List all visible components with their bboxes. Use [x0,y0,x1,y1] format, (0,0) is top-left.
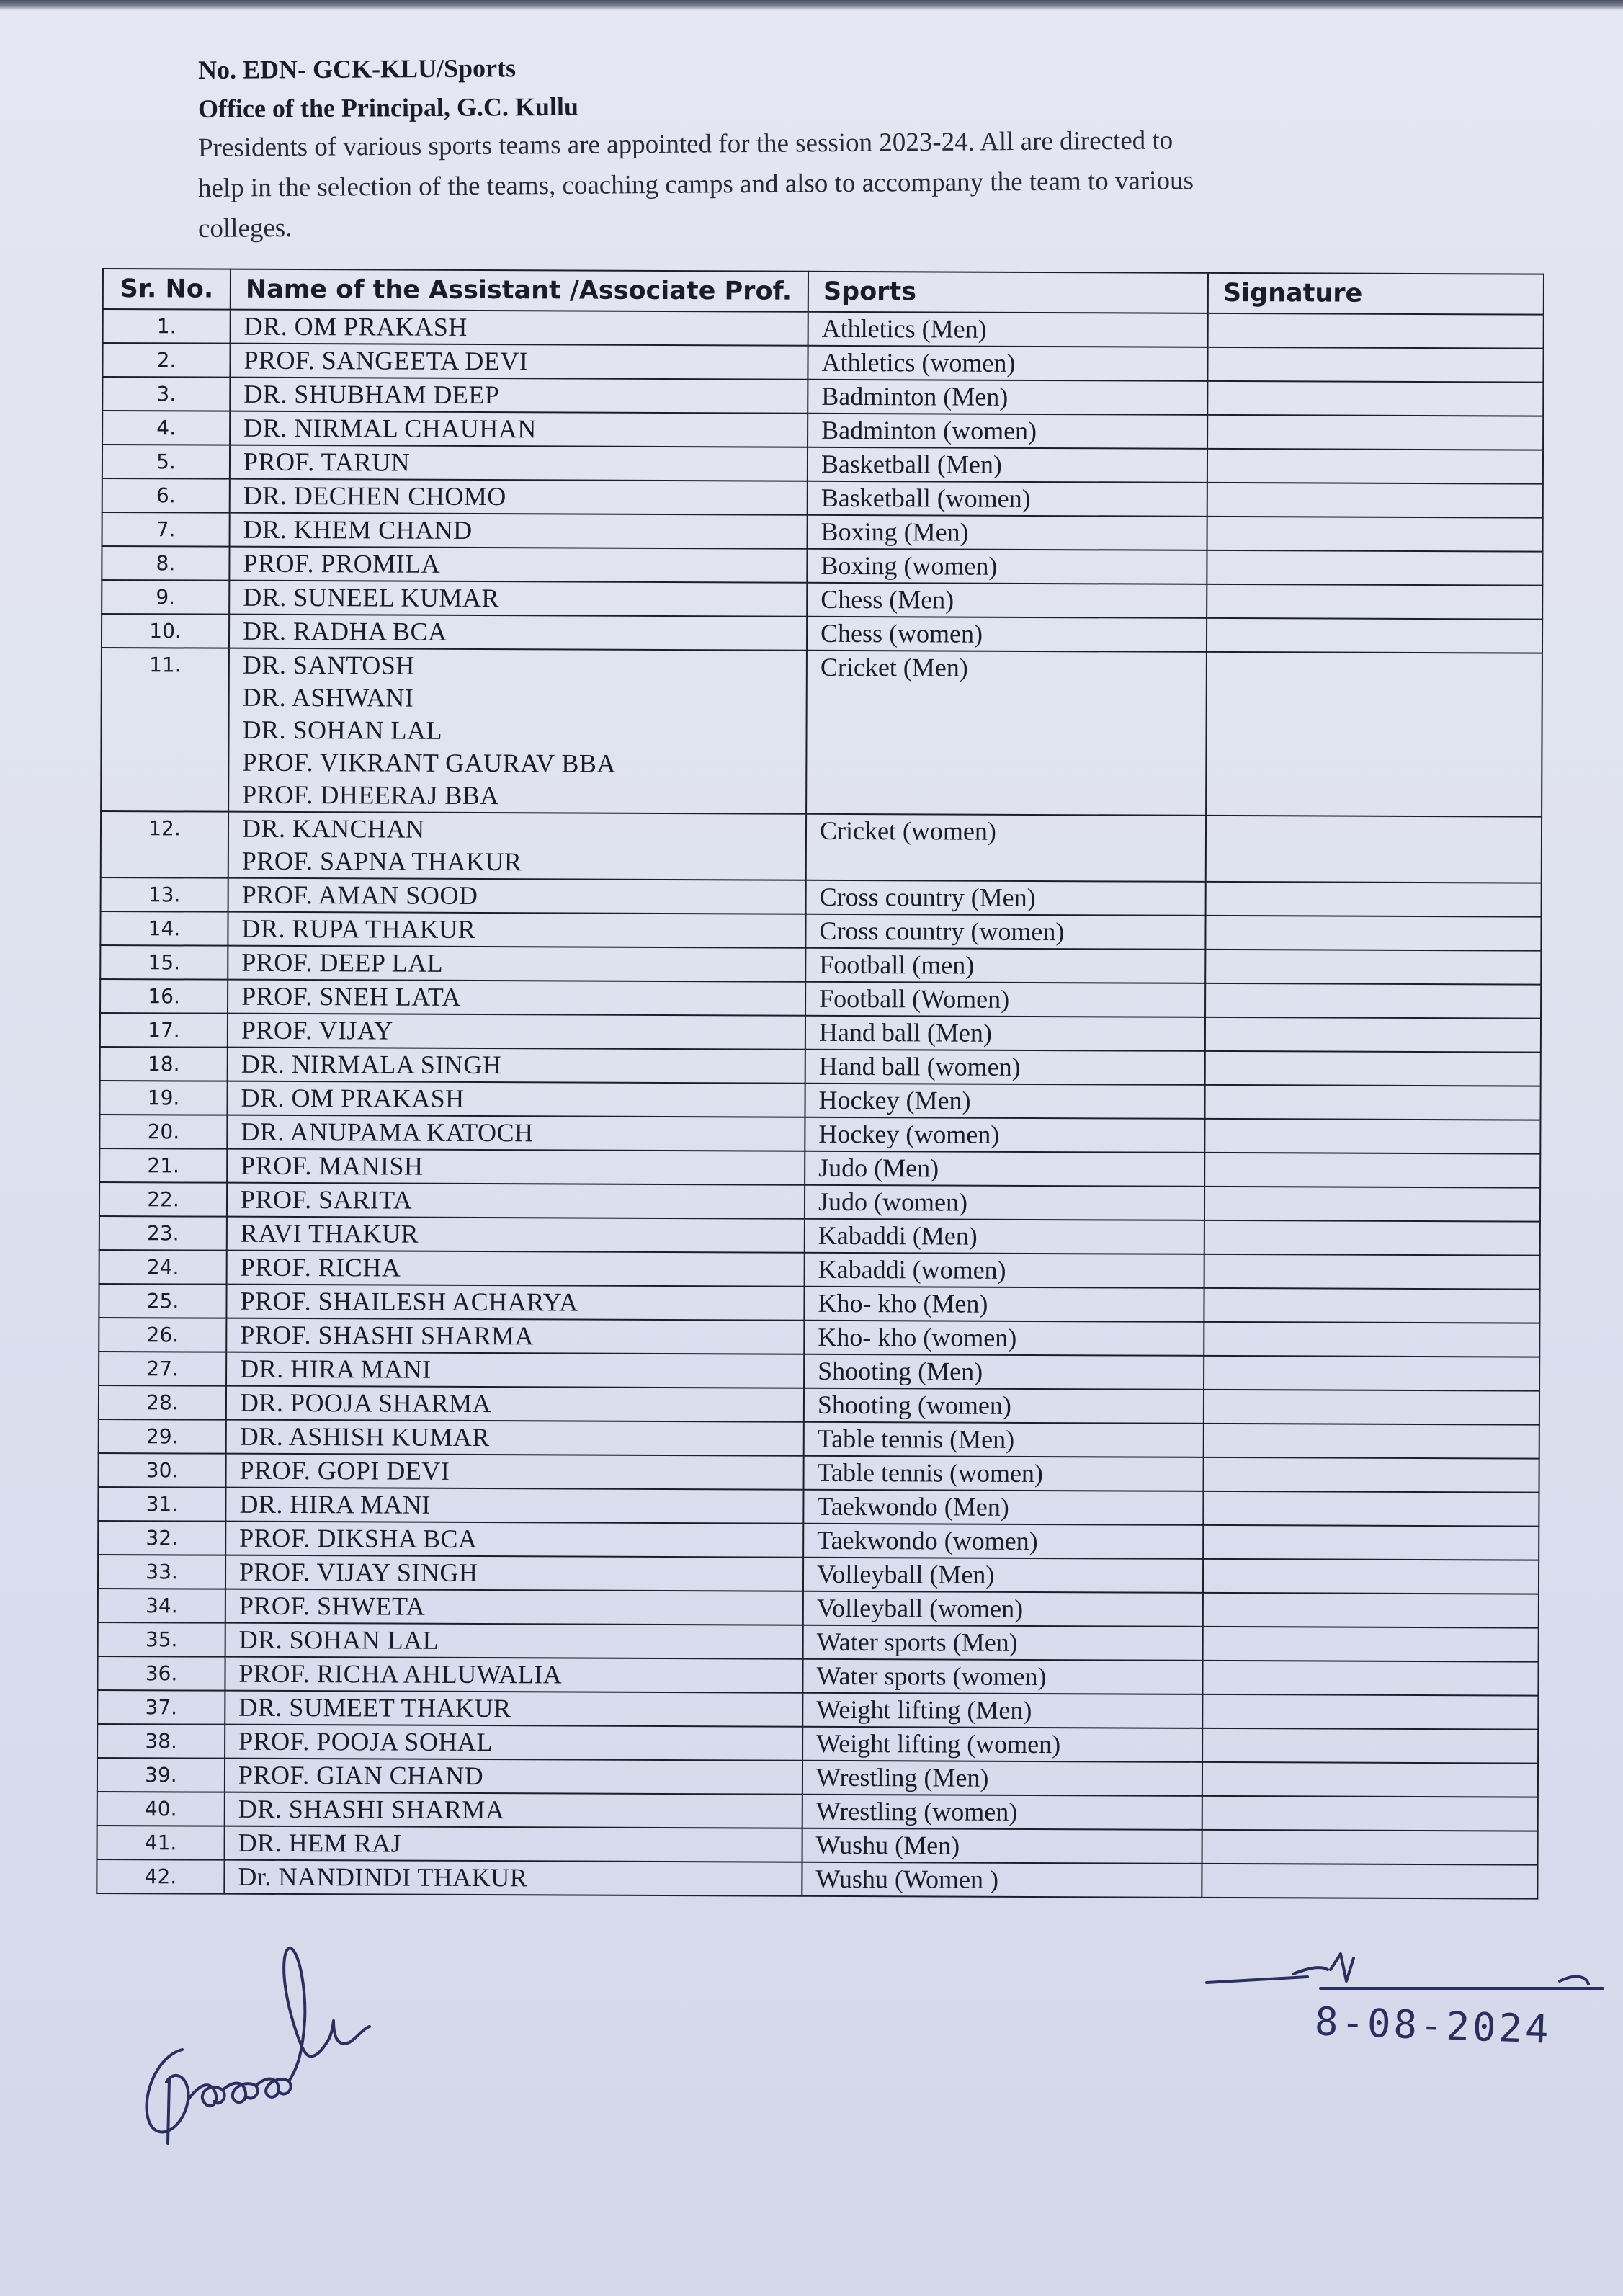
serial-number-cell: 3. [102,377,230,411]
table-row [102,377,1543,416]
sport-cell: Wushu (Women ) [802,1862,1202,1898]
serial-number-cell: 26. [99,1318,226,1352]
sport-cell: Hand ball (women) [805,1050,1205,1085]
professor-name: DR. HIRA MANI [239,1489,432,1519]
professor-name: DR. RUPA THAKUR [241,914,476,944]
professor-name-cell [224,1860,802,1896]
table-row [99,1081,1540,1120]
table-row [99,1352,1539,1391]
professor-name-cell [225,1691,802,1727]
professor-name-cell [226,1352,804,1388]
signature-cell [1205,950,1541,985]
intro-line-2: help in the selection of the teams, coaching camps and also to accompany the team to various [197,166,1194,203]
sport-cell: Football (Women) [805,982,1205,1017]
sport-cell: Athletics (Men) [808,312,1208,347]
signature-cell [1206,652,1542,817]
sports-presidents-table [96,268,1543,1900]
professor-name: DR. SUNEEL KUMAR [243,582,500,613]
table-row [102,512,1543,552]
sport-cell: Cricket (Men) [806,651,1207,816]
serial-number-cell: 1. [103,309,231,344]
serial-number-cell: 8. [102,546,229,581]
sport-cell: Weight lifting (women) [802,1727,1202,1762]
table-row [99,1419,1539,1459]
serial-number-cell: 33. [98,1555,225,1589]
signature-cell [1204,1085,1540,1120]
professor-name: DR. SHASHI SHARMA [238,1794,505,1825]
serial-number-cell: 9. [102,580,229,615]
sport-cell: Volleyball (women) [803,1591,1203,1627]
serial-number-cell: 14. [100,911,228,946]
professor-name: PROF. VIKRANT GAURAV BBA [242,747,617,778]
sport-cell: Water sports (Men) [803,1625,1203,1661]
table-row [99,1385,1539,1425]
professor-name: DR. ASHISH KUMAR [239,1421,490,1452]
professor-name: PROF. RICHA [240,1252,401,1282]
table-row [101,648,1542,817]
sport-cell: Hockey (women) [805,1117,1204,1153]
signature-cell [1207,584,1542,620]
serial-number-cell: 25. [99,1284,226,1318]
professor-name-cell [228,1048,805,1084]
table-row [97,1758,1538,1797]
professor-name: PROF. SARITA [240,1184,413,1215]
signature-cell [1207,449,1543,484]
table-row [97,1859,1537,1899]
professor-name-cell [228,912,805,948]
signature-cell [1203,1559,1539,1594]
table-row [102,411,1543,450]
signature-cell [1204,1424,1539,1459]
signature-cell [1202,1694,1538,1730]
sport-cell: Taekwondo (women) [803,1524,1203,1559]
serial-number-cell: 31. [98,1487,225,1522]
table-row [102,445,1543,484]
sport-cell: Shooting (Men) [804,1354,1204,1390]
professor-name: PROF. DHEERAJ BBA [242,780,499,810]
professor-name: PROF. GIAN CHAND [238,1760,484,1791]
professor-name-cell [230,513,808,549]
professor-name-cell [225,1589,803,1625]
serial-number-cell: 12. [101,811,228,878]
professor-name-cell [226,1386,804,1422]
sport-cell: Shooting (women) [804,1388,1204,1424]
professor-name-cell [225,1555,803,1591]
professor-name-cell [226,1454,804,1490]
sport-cell: Boxing (Men) [808,515,1207,550]
signature-cell [1204,1390,1539,1425]
professor-name: PROF. PROMILA [243,548,441,579]
signature-cell [1207,550,1542,586]
professor-name-cell [230,445,808,481]
sport-cell: Hand ball (Men) [805,1016,1205,1051]
table-row [100,1047,1541,1086]
column-header-name: Name of the Assistant /Associate Prof. [231,269,808,312]
professor-name: DR. SHUBHAM DEEP [243,379,500,410]
professor-name-cell [225,1488,803,1524]
professor-name-cell [226,1318,804,1354]
top-page-edge [0,0,1623,10]
signature-cell [1205,916,1541,951]
table-row [100,911,1541,951]
professor-name: PROF. SHAILESH ACHARYA [240,1286,578,1317]
serial-number-cell: 36. [97,1656,225,1691]
sport-cell: Badminton (Men) [808,380,1207,415]
professor-name-cell [230,344,808,380]
sport-cell: Football (men) [805,948,1205,983]
table-row [99,1115,1540,1154]
sport-cell: Volleyball (Men) [803,1558,1203,1593]
signature-cell [1207,347,1543,383]
signature-cell [1204,1322,1539,1357]
professor-name: PROF. SHWETA [238,1591,426,1621]
professor-name-cell [229,615,807,651]
sport-cell: Wrestling (Men) [802,1761,1202,1796]
professor-name-cell [230,479,808,515]
signature-cell [1207,517,1543,552]
professor-name: DR. SANTOSH [242,650,415,680]
professor-name-cell [228,1014,805,1050]
professor-name: PROF. VIJAY [241,1015,393,1045]
serial-number-cell: 35. [98,1622,225,1657]
professor-name-cell [226,1285,804,1321]
table-row [98,1555,1539,1594]
serial-number-cell: 38. [97,1724,225,1759]
professor-name-cell [227,1081,805,1117]
professor-name: DR. SOHAN LAL [238,1625,439,1655]
signature-cell [1204,1288,1539,1323]
serial-number-cell: 2. [102,343,230,378]
table-row [102,580,1542,620]
professor-name: PROF. MANISH [241,1151,424,1181]
sport-cell: Cricket (women) [806,814,1206,882]
table-row [103,309,1544,349]
table-row [99,1148,1540,1188]
serial-number-cell: 23. [99,1216,227,1251]
table-row [99,1453,1539,1493]
table-row [99,1182,1540,1222]
serial-number-cell: 17. [100,1013,228,1048]
professor-name: DR. KHEM CHAND [243,514,473,545]
table-row [98,1487,1539,1527]
table-row [101,877,1542,917]
serial-number-cell: 16. [100,979,228,1014]
serial-number-cell: 28. [99,1385,226,1420]
sport-cell: Hockey (Men) [805,1084,1204,1119]
serial-number-cell: 10. [102,614,229,648]
sport-cell: Water sports (women) [802,1659,1202,1694]
serial-number-cell: 19. [99,1081,227,1115]
professor-name: DR. HIRA MANI [240,1354,432,1384]
signature-cell [1203,1525,1539,1560]
handwritten-date: 8-08-2024 [1314,1998,1552,2052]
professor-name: PROF. SANGEETA DEVI [243,345,529,376]
serial-number-cell: 21. [99,1148,227,1183]
signature-cell [1204,1254,1540,1290]
signature-cell [1207,618,1542,653]
table-row [97,1690,1538,1730]
serial-number-cell: 29. [99,1419,226,1454]
professor-name-cell [225,1623,803,1659]
intro-line-1: Presidents of various sports teams are appointed for the session 2023-24. All are directed to [197,125,1173,163]
professor-name: PROF. DIKSHA BCA [239,1523,478,1554]
signature-cell [1202,1728,1538,1764]
signature-cell [1202,1661,1538,1696]
professor-name: PROF. POOJA SOHAL [238,1726,493,1757]
professor-name: DR. SOHAN LAL [242,715,443,745]
sport-cell: Table tennis (Men) [804,1422,1204,1457]
serial-number-cell: 4. [102,411,230,445]
professor-name: Dr. NANDINDI THAKUR [238,1862,528,1893]
table-row [101,811,1542,883]
intro-line-3: colleges. [197,213,292,244]
table-row [100,1013,1541,1053]
sport-cell: Cross country (Men) [806,880,1206,916]
serial-number-cell: 11. [101,648,229,812]
sport-cell: Boxing (women) [807,549,1207,584]
professor-name: PROF. GOPI DEVI [239,1455,450,1486]
sport-cell: Judo (women) [805,1185,1204,1220]
signature-cell [1204,1356,1539,1391]
professor-name-cell [225,1522,803,1558]
professor-name-cell [230,378,808,414]
professor-name-cell [228,812,806,880]
serial-number-cell: 6. [102,478,230,513]
table-row [97,1656,1538,1696]
serial-number-cell: 24. [99,1250,227,1285]
sport-cell: Chess (Men) [807,583,1207,618]
table-row [97,1792,1538,1831]
professor-name-cell [231,310,808,346]
column-header-sr-no: Sr. No. [103,269,231,310]
letter-header [198,50,1437,249]
signature-cell [1205,1051,1541,1086]
principal-signature [140,1913,400,2158]
professor-name: PROF. TARUN [243,447,411,477]
professor-name: RAVI THAKUR [240,1218,419,1248]
signature-cell [1204,1220,1540,1256]
table-header-row [103,269,1544,315]
sport-cell: Judo (Men) [805,1151,1204,1187]
signature-cell [1204,1187,1540,1222]
professor-name: DR. POOJA SHARMA [239,1388,492,1419]
professor-name: DR. OM PRAKASH [243,311,468,341]
signature-cell [1203,1627,1539,1662]
professor-name-cell [228,648,807,814]
signature-cell [1206,816,1542,883]
signature-cell [1202,1830,1538,1865]
signature-cell [1203,1593,1539,1628]
table-row [102,478,1543,518]
table-row [99,1216,1540,1256]
signature-cell [1208,313,1544,349]
sport-cell: Weight lifting (Men) [802,1693,1202,1728]
professor-name: DR. SUMEET THAKUR [238,1692,511,1723]
professor-name: DR. KANCHAN [241,813,425,844]
serial-number-cell: 37. [97,1690,225,1725]
sport-cell: Basketball (Men) [808,447,1207,483]
professor-name: DR. ASHWANI [242,682,414,713]
professor-name: PROF. SAPNA THAKUR [241,846,522,877]
professor-name: DR. RADHA BCA [242,616,447,646]
signature-cell [1203,1491,1539,1527]
professor-name-cell [225,1826,802,1862]
professor-name: DR. OM PRAKASH [241,1083,465,1113]
signature-cell [1203,1457,1539,1493]
professor-name: DR. NIRMALA SINGH [241,1049,502,1080]
serial-number-cell: 42. [97,1859,224,1894]
table-row [102,343,1543,383]
professor-name-cell [225,1725,802,1761]
serial-number-cell: 15. [100,945,228,980]
professor-name-cell [226,1420,804,1456]
sport-cell: Taekwondo (Men) [803,1490,1203,1525]
professor-name: DR. HEM RAJ [238,1828,402,1858]
table-row [100,979,1541,1019]
table-row [98,1521,1539,1560]
professor-name-cell [227,1115,805,1151]
sport-cell: Table tennis (women) [803,1456,1203,1491]
professor-name-cell [228,980,805,1016]
table-row [97,1724,1538,1764]
table-body [97,309,1543,1899]
professor-name-cell [227,1183,805,1219]
professor-name-cell [225,1792,802,1828]
serial-number-cell: 32. [98,1521,225,1555]
table-row [102,546,1542,586]
professor-name: PROF. SNEH LATA [241,981,461,1011]
signature-cell [1205,983,1541,1019]
table-row [98,1589,1539,1628]
professor-name: DR. DECHEN CHOMO [243,481,506,512]
serial-number-cell: 7. [102,512,230,547]
professor-name: PROF. VIJAY SINGH [238,1557,478,1588]
table-row [102,614,1542,653]
table-row [99,1250,1540,1290]
signature-cell [1207,381,1543,416]
table-row [99,1284,1539,1323]
professor-name-cell [225,1657,802,1693]
column-header-sports: Sports [808,272,1208,313]
professor-name-cell [230,411,808,447]
signature-cell [1202,1796,1538,1831]
professor-name: PROF. RICHA AHLUWALIA [238,1658,563,1689]
serial-number-cell: 18. [100,1047,228,1081]
serial-number-cell: 30. [99,1453,226,1488]
signature-cell [1206,882,1542,917]
serial-number-cell: 20. [99,1115,227,1149]
professor-name: PROF. AMAN SOOD [241,880,478,911]
column-header-signature: Signature [1208,273,1544,315]
signature-cell [1204,1153,1540,1188]
serial-number-cell: 39. [97,1758,225,1792]
sport-cell: Chess (women) [807,617,1207,652]
signature-cell [1207,483,1543,518]
sport-cell: Kho- kho (Men) [804,1287,1204,1322]
professor-name-cell [228,878,806,914]
sport-cell: Wrestling (women) [802,1795,1202,1830]
table-row [100,945,1541,985]
serial-number-cell: 40. [97,1792,225,1826]
office-title: Office of the Principal, G.C. Kullu [197,91,579,123]
serial-number-cell: 34. [98,1589,225,1623]
serial-number-cell: 5. [102,445,230,479]
reference-number: No. EDN- GCK-KLU/Sports [197,53,517,84]
sport-cell: Basketball (women) [808,481,1207,517]
professor-name: PROF. SHASHI SHARMA [240,1320,535,1351]
signature-cell [1204,1119,1540,1154]
signature-cell [1207,415,1543,450]
serial-number-cell: 41. [97,1826,225,1860]
sport-cell: Kabaddi (Men) [805,1219,1204,1254]
sport-cell: Athletics (women) [808,346,1207,381]
serial-number-cell: 13. [101,877,228,912]
sport-cell: Badminton (women) [808,414,1207,449]
table-row [98,1622,1539,1662]
signature-cell [1205,1017,1541,1053]
professor-name: DR. NIRMAL CHAUHAN [243,413,537,444]
sport-cell: Kabaddi (women) [805,1253,1204,1288]
professor-name: DR. ANUPAMA KATOCH [241,1117,534,1148]
table-row [99,1318,1539,1357]
professor-name: PROF. DEEP LAL [241,947,444,978]
sport-cell: Cross country (women) [805,914,1205,950]
professor-name-cell [228,946,805,982]
serial-number-cell: 22. [99,1182,227,1217]
professor-name-cell [227,1251,805,1287]
sport-cell: Wushu (Men) [802,1828,1202,1864]
professor-name-cell [229,547,807,583]
sport-cell: Kho- kho (women) [804,1321,1204,1356]
professor-name-cell [227,1149,805,1185]
signature-cell [1202,1762,1538,1797]
professor-name-cell [225,1759,802,1795]
signature-cell [1202,1864,1537,1899]
professor-name-cell [227,1217,805,1253]
table-row [97,1826,1538,1865]
serial-number-cell: 27. [99,1352,226,1386]
professor-name-cell [229,581,807,617]
